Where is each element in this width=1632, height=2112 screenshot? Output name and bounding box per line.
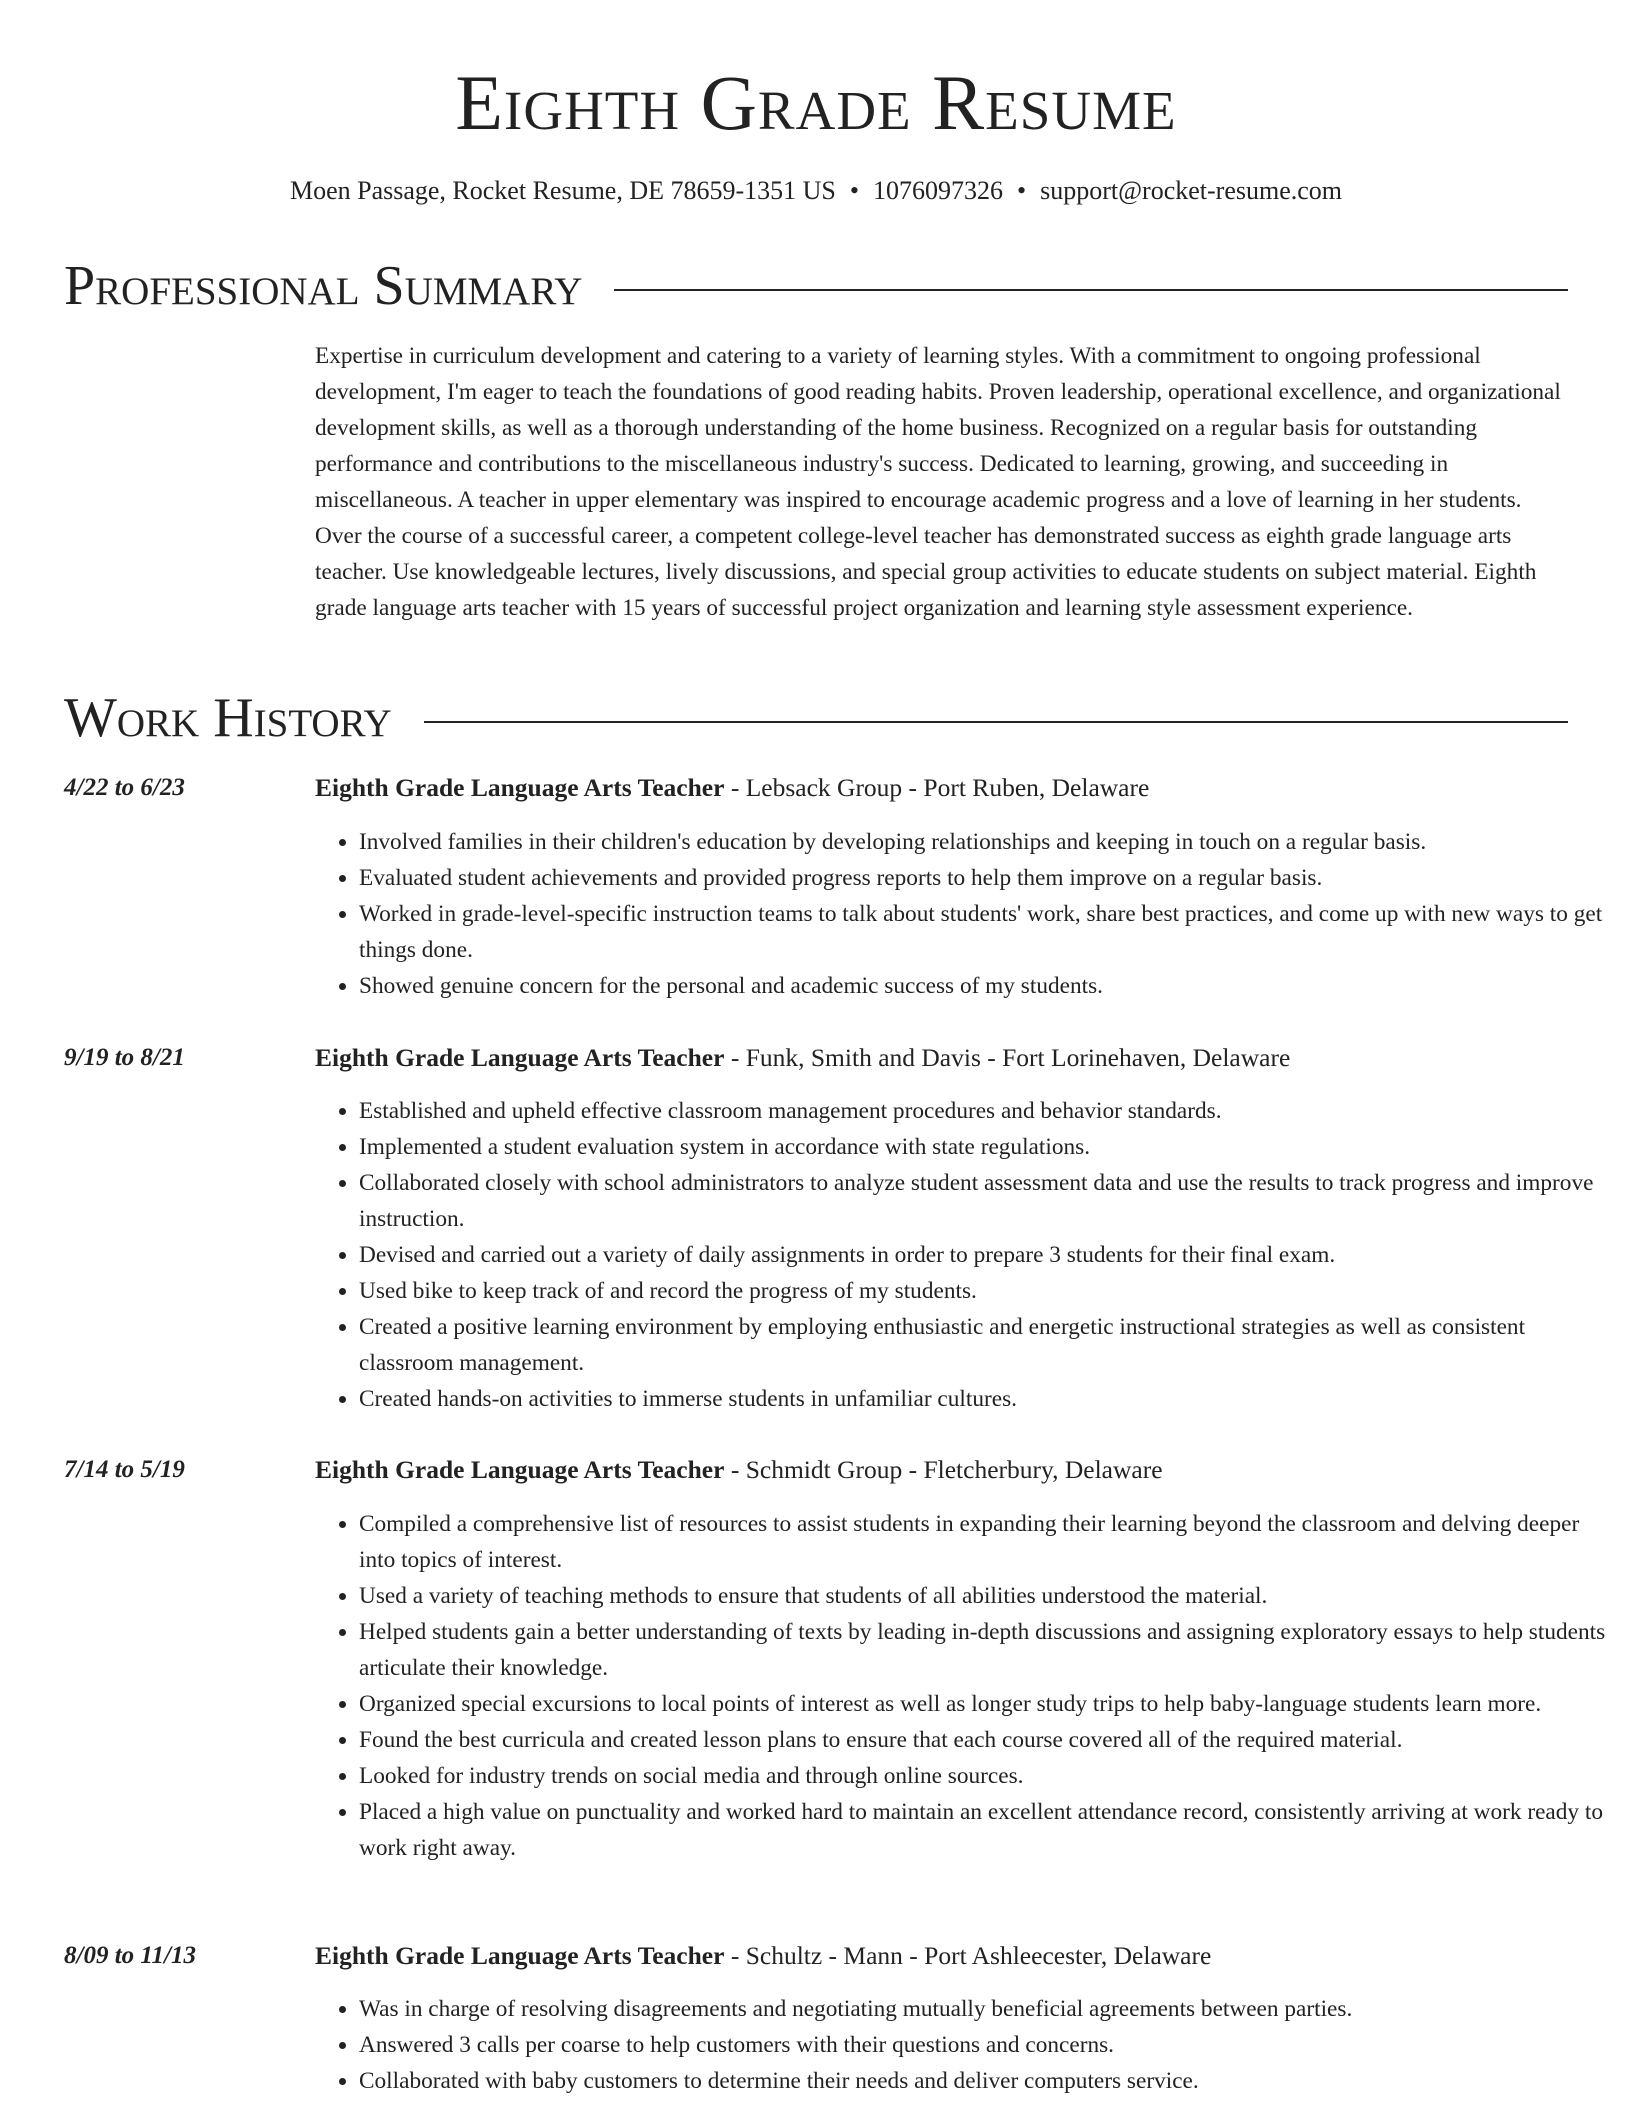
job-heading — [315, 1040, 1568, 1076]
job-heading — [315, 1452, 1568, 1488]
job-bullet: • Helped students gain a better understanding of texts by leading in-depth discussions and assigning exploratory essays to help students articulate their knowledge. — [359, 1614, 1612, 1686]
job-bullet: • Collaborated with baby customers to determine their needs and deliver computers service. — [359, 2063, 1612, 2099]
job-bullet: • Worked in grade-level-specific instruction teams to talk about students' work, share best practices, and come up with new ways to get things done. — [359, 896, 1612, 968]
contact-address: Moen Passage, Rocket Resume, DE 78659-1351 US — [289, 176, 836, 205]
job-heading — [315, 770, 1568, 806]
contact-separator: • — [849, 176, 859, 205]
job-bullet: • Devised and carried out a variety of daily assignments in order to prepare 3 students for their final exam. — [359, 1237, 1612, 1273]
section-divider — [614, 289, 1568, 291]
section-divider — [424, 721, 1568, 723]
job-title: Eighth Grade Language Arts Teacher — [315, 1941, 725, 1970]
job-bullets — [315, 1991, 1612, 2099]
contact-line — [0, 174, 1632, 208]
job-bullet: • Looked for industry trends on social media and through online sources. — [359, 1758, 1612, 1794]
summary-text: Expertise in curriculum development and catering to a variety of learning styles. With a commitment to ongoing professional development, I'm eager to teach the foundations of good reading habits. Proven leadership, operational excellence, and organizational development skills, as well as a thorough understanding of the home business. Recognized on a regular basis for outstanding performance and contributions to the miscellaneous industry's success. Dedicated to learning, growing, and succeeding in miscellaneous. A teacher in upper elementary was inspired to encourage academic progress and a love of learning in her students. Over the course of a successful career, a competent college-level teacher has demonstrated success as eighth grade language arts teacher. Use knowledgeable lectures, lively discussions, and special group activities to educate students on subject material. Eighth grade language arts teacher with 15 years of successful project organization and learning style assessment experience. — [315, 343, 1561, 621]
job-bullets — [315, 824, 1612, 1004]
job-title: Eighth Grade Language Arts Teacher — [315, 1043, 725, 1072]
job-dates: 7/14 to 5/19 — [64, 1456, 185, 1483]
job-employer-location: - Schultz - Mann - Port Ashleecester, Delaware — [724, 1941, 1212, 1970]
job-employer-location: - Lebsack Group - Port Ruben, Delaware — [724, 773, 1150, 802]
job-bullet: • Created hands-on activities to immerse students in unfamiliar cultures. — [359, 1381, 1612, 1417]
job-bullet: • Showed genuine concern for the personal and academic success of my students. — [359, 968, 1612, 1004]
job-bullet: • Used a variety of teaching methods to ensure that students of all abilities understood the material. — [359, 1578, 1612, 1614]
job-employer-location: - Schmidt Group - Fletcherbury, Delaware — [724, 1455, 1163, 1484]
job-bullet: • Answered 3 calls per coarse to help customers with their questions and concerns. — [359, 2027, 1612, 2063]
contact-phone: 1076097326 — [873, 176, 1003, 205]
job-title: Eighth Grade Language Arts Teacher — [315, 773, 725, 802]
job-bullet: • Involved families in their children's education by developing relationships and keeping in touch on a regular basis. — [359, 824, 1612, 860]
work-history-heading: Work History — [64, 687, 392, 749]
job-bullet: • Placed a high value on punctuality and worked hard to maintain an excellent attendance record, consistently arriving at work ready to work right away. — [359, 1794, 1612, 1866]
job-bullet: • Found the best curricula and created lesson plans to ensure that each course covered all of the required material. — [359, 1722, 1612, 1758]
summary-heading: Professional Summary — [64, 255, 583, 317]
job-bullet: • Collaborated closely with school administrators to analyze student assessment data and use the results to track progress and improve instruction. — [359, 1165, 1612, 1237]
job-dates: 8/09 to 11/13 — [64, 1942, 196, 1969]
job-bullet: • Established and upheld effective classroom management procedures and behavior standards. — [359, 1093, 1612, 1129]
job-bullet: • Evaluated student achievements and provided progress reports to help them improve on a regular basis. — [359, 860, 1612, 896]
job-bullets — [315, 1093, 1612, 1417]
job-heading — [315, 1938, 1568, 1974]
job-employer-location: - Funk, Smith and Davis - Fort Lorinehaven, Delaware — [724, 1043, 1291, 1072]
job-bullet: • Organized special excursions to local points of interest as well as longer study trips to help baby-language students learn more. — [359, 1686, 1612, 1722]
job-bullet: • Implemented a student evaluation system in accordance with state regulations. — [359, 1129, 1612, 1165]
job-title: Eighth Grade Language Arts Teacher — [315, 1455, 725, 1484]
job-bullet: • Created a positive learning environment by employing enthusiastic and energetic instructional strategies as well as consistent classroom management. — [359, 1309, 1612, 1381]
job-dates: 4/22 to 6/23 — [64, 774, 185, 801]
job-bullets — [315, 1506, 1612, 1866]
job-bullet: • Compiled a comprehensive list of resources to assist students in expanding their learning beyond the classroom and delving deeper into topics of interest. — [359, 1506, 1612, 1578]
summary-section-header — [64, 254, 1568, 318]
contact-separator: • — [1017, 176, 1027, 205]
job-dates: 9/19 to 8/21 — [64, 1044, 185, 1071]
job-bullet: • Was in charge of resolving disagreements and negotiating mutually beneficial agreements between parties. — [359, 1991, 1612, 2027]
resume-title: Eighth Grade Resume — [455, 59, 1177, 146]
job-bullet: • Used bike to keep track of and record the progress of my students. — [359, 1273, 1612, 1309]
contact-email: support@rocket-resume.com — [1040, 176, 1343, 205]
work-history-section-header — [64, 686, 1568, 750]
